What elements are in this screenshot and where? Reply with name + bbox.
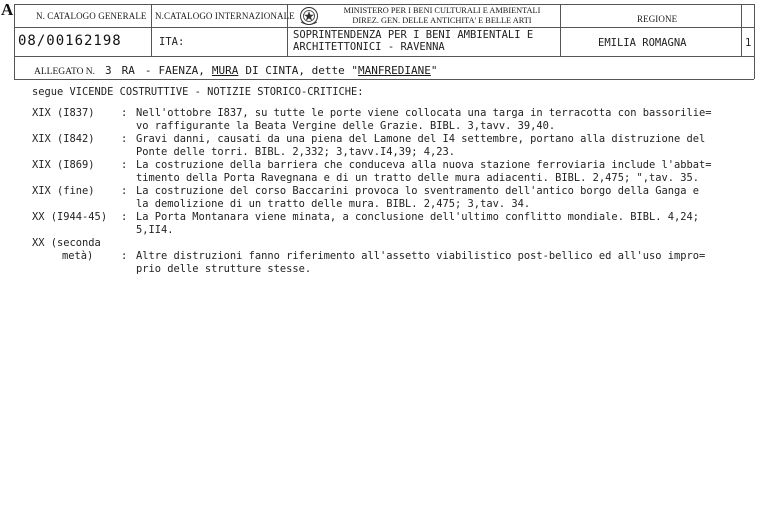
- entry-colon: :: [121, 185, 128, 197]
- entry-text-line: prio delle strutture stesse.: [136, 263, 312, 275]
- allegato-close-quote: ": [430, 64, 438, 77]
- allegato-name: MANFREDIANE: [358, 64, 431, 77]
- soprintendenza-line-1: SOPRINTENDENZA PER I BENI AMBIENTALI E: [293, 29, 534, 41]
- entry-colon: :: [121, 107, 128, 119]
- soprintendenza-line-2: ARCHITETTONICI - RAVENNA: [293, 41, 445, 53]
- entry-date-cont: metà): [62, 250, 94, 262]
- col-divider-3: [560, 4, 561, 56]
- entry-text-line: La costruzione del corso Baccarini provoca lo sventramento dell'antico borgo della Ganga e: [136, 185, 700, 197]
- allegato-rest: DI CINTA, dette ": [245, 64, 358, 77]
- ministero-line-2: DIREZ. GEN. DELLE ANTICHITA' E BELLE ARTI: [352, 16, 532, 25]
- col-divider-4: [741, 4, 742, 56]
- ita-label: ITA:: [159, 36, 185, 48]
- entry-date: XIX (I869): [32, 159, 95, 171]
- header-top-border: [14, 4, 754, 5]
- corner-letter: A: [1, 0, 14, 19]
- allegato-place: FAENZA,: [158, 64, 205, 77]
- entry-date: XX (seconda: [32, 237, 101, 249]
- entry-colon: :: [121, 159, 128, 171]
- entry-text-line: Altre distruzioni fanno riferimento all'assetto viabilistico post-bellico ed all'uso impro=: [136, 250, 706, 262]
- regione-value: EMILIA ROMAGNA: [598, 37, 687, 49]
- allegato-row: [34, 61, 437, 79]
- entry-date: XX (I944-45): [32, 211, 108, 223]
- entry-text-line: la demolizione di un tratto delle mura. BIBL. 2,475; 3,tav. 34.: [136, 198, 531, 210]
- allegato-bottom-border: [14, 79, 754, 80]
- ministero-line-1: MINISTERO PER I BENI CULTURALI E AMBIENTALI: [343, 6, 541, 15]
- entry-text-line: Ponte delle torri. BIBL. 2,332; 3,tavv.I4,39; 4,23.: [136, 146, 456, 158]
- entry-text-line: timento della Porta Ravegnana e di un tratto delle mura adiacenti. BIBL. 2,475; ",tav. 35.: [136, 172, 700, 184]
- entry-colon: :: [121, 211, 128, 223]
- col-divider-1: [151, 4, 152, 56]
- allegato-dash: -: [144, 64, 152, 77]
- entry-text-line: Nell'ottobre I837, su tutte le porte viene collocata una targa in terracotta con bassorilie=: [136, 107, 712, 119]
- right-border: [754, 4, 755, 79]
- header-row-divider: [14, 27, 754, 28]
- entry-text-line: La costruzione della barriera che conduceva alla nuova stazione ferroviaria include l'abbat=: [136, 159, 712, 171]
- entry-date: XIX (I837): [32, 107, 95, 119]
- allegato-number: 3: [105, 64, 112, 77]
- republic-emblem-icon: [298, 6, 320, 26]
- entry-text-line: La Porta Montanara viene minata, a conclusione dell'ultimo conflitto mondiale. BIBL. 4,24;: [136, 211, 700, 223]
- soprintendenza: [293, 29, 533, 53]
- entry-text-line: vo raffigurante la Beata Vergine delle Grazie. BIBL. 3,tavv. 39,40.: [136, 120, 556, 132]
- section-title: segue VICENDE COSTRUTTIVE - NOTIZIE STORICO-CRITICHE:: [32, 86, 364, 98]
- allegato-subject: MURA: [211, 64, 239, 77]
- entry-date: XIX (I842): [32, 133, 95, 145]
- ministero-heading: [330, 6, 554, 26]
- allegato-code: RA: [121, 64, 135, 77]
- regione-label: REGIONE: [637, 14, 678, 24]
- entry-date: XIX (fine): [32, 185, 95, 197]
- sheet-number: 1: [745, 37, 752, 49]
- catalogo-generale-value: 08/00162198: [18, 33, 122, 49]
- catalogo-generale-label: N. CATALOGO GENERALE: [36, 11, 147, 21]
- entry-colon: :: [121, 250, 128, 262]
- entry-text-line: 5,II4.: [136, 224, 174, 236]
- allegato-label: ALLEGATO N.: [34, 67, 96, 77]
- catalogo-internazionale-label: N.CATALOGO INTERNAZIONALE: [155, 11, 295, 21]
- left-border: [14, 4, 15, 79]
- header-bottom-border: [14, 56, 754, 57]
- entry-colon: :: [121, 133, 128, 145]
- entry-text-line: Gravi danni, causati da una piena del Lamone del I4 settembre, portano alla distruzione del: [136, 133, 706, 145]
